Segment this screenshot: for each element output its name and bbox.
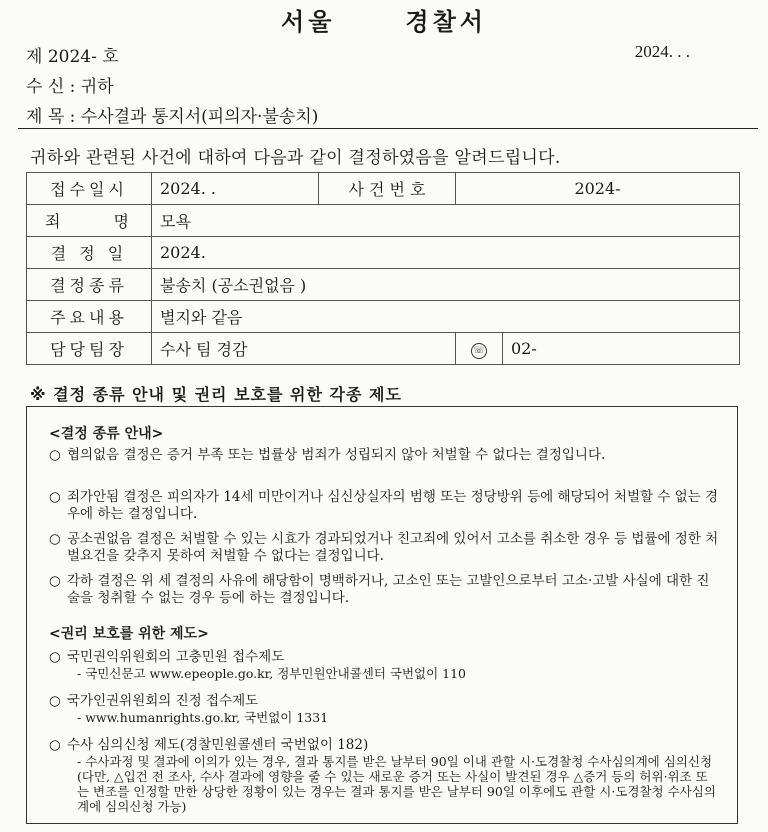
- main-content-label: 주요내용: [27, 301, 152, 333]
- list-item-title: 수사 심의신청 제도(경찰민원콜센터 국번없이 182): [67, 737, 369, 753]
- table-row: [27, 301, 740, 333]
- decision-type-value: 불송치 (공소권없음 ): [152, 269, 740, 301]
- notice-box: [26, 406, 738, 824]
- section-title-decision-types: <결정 종류 안내>: [49, 426, 164, 442]
- subject: 제 목 : 수사결과 통지서(피의자·불송치): [26, 107, 319, 127]
- list-item: [49, 693, 719, 725]
- case-number-value: 2024-: [456, 173, 740, 205]
- list-item-text: 공소권없음 결정은 처벌할 수 있는 시효가 경과되었거나 친고죄에 있어서 고소를 취소한 경우 등 법률에 정한 처벌요건을 갖추지 못하여 처벌할 수 없다는 결정입니다.: [67, 531, 719, 564]
- table-row: [27, 205, 740, 237]
- bullet-icon: ○: [49, 693, 61, 709]
- title-right: 경찰서: [405, 7, 487, 36]
- main-content-value: 별지와 같음: [152, 301, 740, 333]
- receipt-date-value: 2024. .: [152, 173, 319, 205]
- bullet-icon: ○: [49, 737, 61, 753]
- bullet-icon: ○: [49, 531, 61, 547]
- list-item: [49, 447, 719, 464]
- list-item-detail: - 국민신문고 www.epeople.go.kr, 정부민원안내콜센터 국번없이 110: [77, 666, 467, 681]
- document-title: [0, 2, 768, 37]
- team-leader-value: 수사 팀 경감: [152, 333, 456, 365]
- phone-icon-cell: [456, 333, 503, 365]
- decision-type-label: 결정종류: [27, 269, 152, 301]
- case-number-label: 사 건 번 호: [319, 173, 456, 205]
- team-leader-label: 담당팀장: [27, 333, 152, 365]
- header-divider: [18, 128, 758, 129]
- phone-icon: ☏: [471, 343, 487, 359]
- table-row: [27, 173, 740, 205]
- list-item-title: 국민권익위원회의 고충민원 접수제도: [67, 649, 285, 665]
- decision-date-label: 결 정 일: [27, 237, 152, 269]
- doc-date: 2024. . .: [634, 42, 690, 61]
- bullet-icon: ○: [49, 447, 61, 463]
- list-item-text: 협의없음 결정은 증거 부족 또는 법률상 범죄가 성립되지 않아 처벌할 수 없다는 결정입니다.: [67, 447, 606, 463]
- table-row: [27, 269, 740, 301]
- decision-date-value: 2024.: [152, 237, 740, 269]
- recipient: 수 신 : 귀하: [26, 77, 114, 97]
- bullet-icon: ○: [49, 573, 61, 589]
- list-item: [49, 489, 719, 523]
- notice-heading: ※ 결정 종류 안내 및 권리 보호를 위한 각종 제도: [30, 385, 402, 404]
- bullet-icon: ○: [49, 489, 61, 505]
- list-item-text: 각하 결정은 위 세 결정의 사유에 해당함이 명백하거나, 고소인 또는 고발인으로부터 고소·고발 사실에 대한 진술을 청취할 수 없는 경우 등에 하는 결정입니다.: [67, 573, 710, 606]
- receipt-date-label: 접수일시: [27, 173, 152, 205]
- list-item: [49, 737, 719, 814]
- charge-label-2: 명: [113, 212, 133, 231]
- charge-label: [27, 205, 152, 237]
- table-row: [27, 237, 740, 269]
- phone-value: 02-: [503, 333, 740, 365]
- intro-text: 귀하와 관련된 사건에 대하여 다음과 같이 결정하였음을 알려드립니다.: [30, 148, 561, 168]
- doc-number: 제 2024- 호: [26, 47, 119, 67]
- list-item-text: 죄가안됨 결정은 피의자가 14세 미만이거나 심신상실자의 범행 또는 정당방위 등에 해당되어 처벌할 수 없는 경우에 하는 결정입니다.: [67, 489, 719, 522]
- list-item-detail: - 수사과정 및 결과에 이의가 있는 경우, 결과 통지를 받은 날부터 90일 이내 관할 시·도경찰청 수사심의계에 심의신청 (다만, △입건 전 조사, 수사 결과에 영향을 줄 수 있는 새로운 증거 또는 사실이 발견된 경우 △증거 등의 허위·위조 또는 변조를 인정할 만한 상당한 정황이 있는 경우는 결과 통지를 받은 날부터 90일 이후에도 관할 시·도경찰청 수사심의계에 심의신청 가능): [77, 754, 716, 814]
- list-item-title: 국가인권위원회의 진정 접수제도: [67, 693, 259, 709]
- list-item: [49, 649, 719, 681]
- table-row: [27, 333, 740, 365]
- list-item-detail: - www.humanrights.go.kr, 국번없이 1331: [77, 710, 329, 725]
- title-left: 서울: [281, 7, 336, 36]
- charge-value: 모욕: [152, 205, 740, 237]
- charge-label-1: 죄: [45, 212, 65, 231]
- section-title-rights: <권리 보호를 위한 제도>: [49, 626, 209, 642]
- list-item: [49, 573, 719, 607]
- bullet-icon: ○: [49, 649, 61, 665]
- list-item: [49, 531, 719, 565]
- info-table: [26, 172, 740, 365]
